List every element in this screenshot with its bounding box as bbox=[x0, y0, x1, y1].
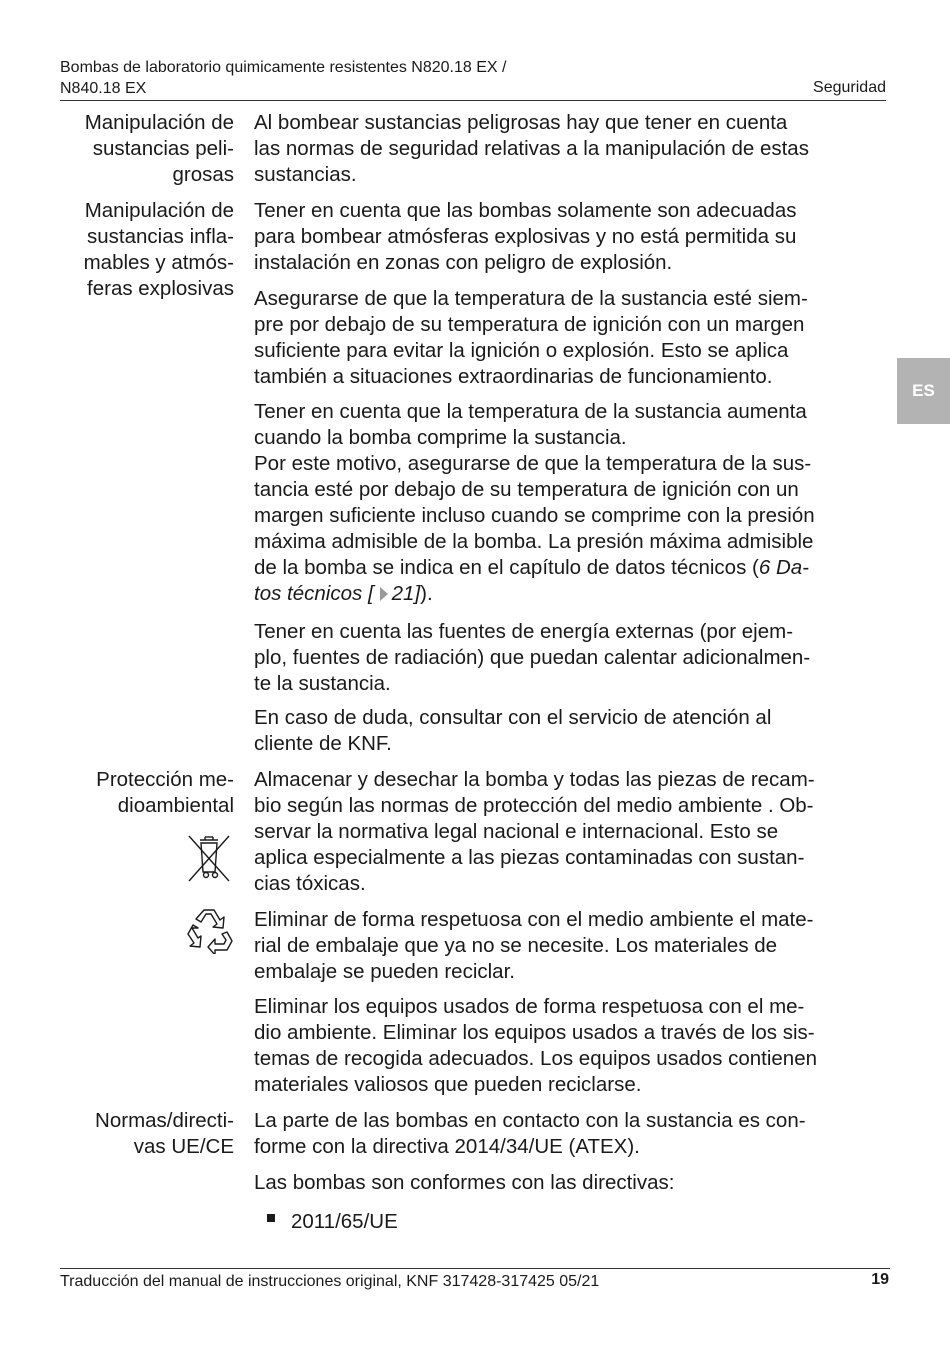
text-line bbox=[254, 581, 894, 607]
text-line: embalaje se pueden reciclar. bbox=[254, 960, 515, 983]
header-section: Seguridad bbox=[813, 79, 886, 96]
paragraph-embalaje bbox=[254, 907, 894, 985]
header-title-line2: N840.18 EX bbox=[60, 80, 147, 97]
header-title bbox=[60, 57, 620, 99]
page-number: 19 bbox=[871, 1271, 889, 1288]
sidebar-heading-inflamables bbox=[40, 198, 234, 302]
text-line: para bombear atmósferas explosivas y no está permitida su bbox=[254, 225, 797, 248]
paragraph-almacenar bbox=[254, 767, 894, 897]
text-line: plo, fuentes de radiación) que puedan calentar adicionalmen- bbox=[254, 646, 811, 669]
sidebar-line: Normas/directi- bbox=[95, 1109, 234, 1132]
text-line: suficiente para evitar la ignición o explosión. Esto se aplica bbox=[254, 339, 789, 362]
text-line: servar la normativa legal nacional e internacional. Esto se bbox=[254, 820, 779, 843]
text-line: dio ambiente. Eliminar los equipos usados a través de los sis- bbox=[254, 1021, 815, 1044]
text-line bbox=[254, 555, 894, 581]
text-line: pre por debajo de su temperatura de ignición con un margen bbox=[254, 313, 805, 336]
text-line: Almacenar y desechar la bomba y todas las piezas de recam- bbox=[254, 768, 815, 791]
paragraph-compresion bbox=[254, 399, 894, 607]
bullet-square-icon bbox=[267, 1214, 275, 1222]
header-divider bbox=[60, 100, 886, 101]
page-arrow-icon bbox=[380, 587, 388, 601]
sidebar-heading-normas bbox=[40, 1108, 234, 1160]
text-line: margen suficiente incluso cuando se comprime con la presión bbox=[254, 504, 815, 527]
cross-reference-link[interactable]: 6 Da- bbox=[758, 556, 809, 579]
text-line: Eliminar los equipos usados de forma respetuosa con el me- bbox=[254, 995, 805, 1018]
sidebar-line: vas UE/CE bbox=[133, 1135, 234, 1158]
text-line: tancia esté por debajo de su temperatura de ignición con un bbox=[254, 478, 799, 501]
text-line: forme con la directiva 2014/34/UE (ATEX). bbox=[254, 1135, 640, 1158]
text-line: cuando la bomba comprime la sustancia. bbox=[254, 426, 627, 449]
text-line: Tener en cuenta las fuentes de energía externas (por ejem- bbox=[254, 620, 794, 643]
paragraph-peligrosas bbox=[254, 110, 894, 188]
text-line: Tener en cuenta que las bombas solamente son adecuadas bbox=[254, 199, 797, 222]
sidebar-heading-medioambiental bbox=[40, 767, 234, 819]
paragraph-atex bbox=[254, 1108, 894, 1160]
text-line: Asegurarse de que la temperatura de la sustancia esté siem- bbox=[254, 287, 808, 310]
paragraph-temperatura-ignicion bbox=[254, 286, 894, 390]
paragraph-directivas bbox=[254, 1170, 894, 1196]
text-line: instalación en zonas con peligro de explosión. bbox=[254, 251, 673, 274]
sidebar-line: Manipulación de bbox=[84, 111, 234, 134]
weee-crossed-bin-icon bbox=[186, 834, 232, 884]
text-line: cliente de KNF. bbox=[254, 732, 392, 755]
text-line: rial de embalaje que ya no se necesite. Los materiales de bbox=[254, 934, 778, 957]
footer-divider bbox=[60, 1268, 890, 1269]
sidebar-line: sustancias peli- bbox=[92, 137, 234, 160]
text-line: sustancias. bbox=[254, 163, 357, 186]
sidebar-line: grosas bbox=[172, 163, 234, 186]
sidebar-line: feras explosivas bbox=[87, 277, 234, 300]
text-line: Eliminar de forma respetuosa con el medio ambiente el mate- bbox=[254, 908, 814, 931]
bullet-item: 2011/65/UE bbox=[291, 1210, 398, 1233]
text-line: máxima admisible de la bomba. La presión máxima admisible bbox=[254, 530, 814, 553]
paragraph-fuentes-energia bbox=[254, 619, 894, 697]
sidebar-line: Protección me- bbox=[96, 768, 234, 791]
text-fragment: de la bomba se indica en el capítulo de datos técnicos ( bbox=[254, 556, 759, 579]
paragraph-duda bbox=[254, 705, 894, 757]
sidebar-line: mables y atmós- bbox=[83, 251, 234, 274]
paragraph-equipos-usados bbox=[254, 994, 894, 1098]
recycling-icon bbox=[184, 906, 236, 954]
sidebar-heading-peligrosas bbox=[40, 110, 234, 188]
text-line: En caso de duda, consultar con el servicio de atención al bbox=[254, 706, 772, 729]
sidebar-line: sustancias infla- bbox=[87, 225, 234, 248]
text-line: Tener en cuenta que la temperatura de la sustancia aumenta bbox=[254, 400, 807, 423]
text-line: Por este motivo, asegurarse de que la temperatura de la sus- bbox=[254, 452, 812, 475]
text-line: también a situaciones extraordinarias de funcionamiento. bbox=[254, 365, 773, 388]
cross-reference-page[interactable]: 21] bbox=[391, 582, 421, 605]
sidebar-line: dioambiental bbox=[117, 794, 234, 817]
text-line: materiales valiosos que pueden reciclarse. bbox=[254, 1073, 642, 1096]
text-line: te la sustancia. bbox=[254, 672, 391, 695]
sidebar-line: Manipulación de bbox=[84, 199, 234, 222]
text-line: aplica especialmente a las piezas contaminadas con sustan- bbox=[254, 846, 805, 869]
text-line: bio según las normas de protección del medio ambiente . Ob- bbox=[254, 794, 814, 817]
cross-reference-link[interactable]: tos técnicos [ bbox=[254, 582, 374, 605]
text-fragment: ). bbox=[420, 582, 433, 605]
footer-text: Traducción del manual de instrucciones original, KNF 317428-317425 05/21 bbox=[60, 1273, 600, 1290]
text-line: La parte de las bombas en contacto con la sustancia es con- bbox=[254, 1109, 806, 1132]
text-line: temas de recogida adecuados. Los equipos usados contienen bbox=[254, 1047, 818, 1070]
language-tab: ES bbox=[897, 358, 950, 424]
paragraph-atmosferas bbox=[254, 198, 894, 276]
header-title-line1: Bombas de laboratorio quimicamente resistentes N820.18 EX / bbox=[60, 59, 507, 76]
text-line: cias tóxicas. bbox=[254, 872, 366, 895]
text-line: Al bombear sustancias peligrosas hay que tener en cuenta bbox=[254, 111, 788, 134]
text-line: Las bombas son conformes con las directivas: bbox=[254, 1171, 675, 1194]
text-line: las normas de seguridad relativas a la manipulación de estas bbox=[254, 137, 809, 160]
